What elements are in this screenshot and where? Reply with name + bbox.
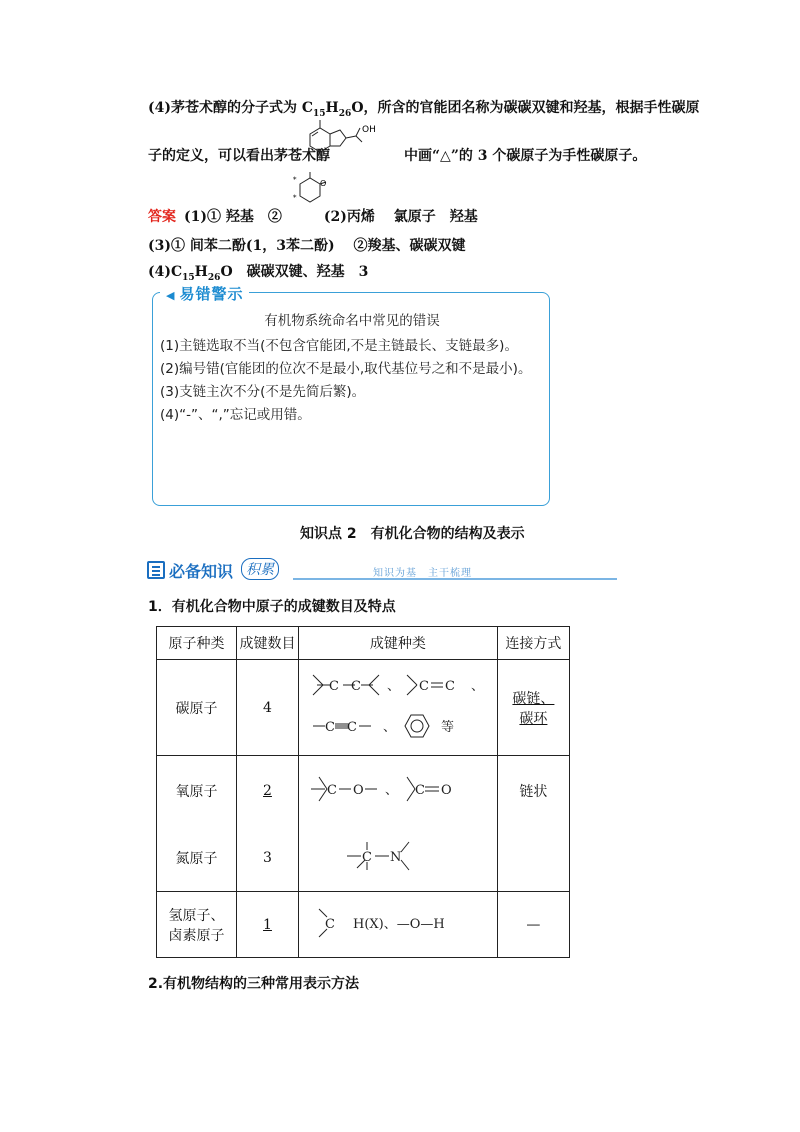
svg-text:C: C (414, 782, 425, 798)
bond-types-cell (299, 892, 498, 958)
oxygen-bonds-diagram (303, 759, 493, 819)
svg-text:N: N (389, 850, 402, 866)
warning-title: 有机物系统命名中常见的错误 (264, 313, 440, 329)
svg-text:OH: OH (362, 125, 376, 135)
table-row (157, 826, 570, 892)
svg-text:*: * (293, 194, 297, 202)
header-cell: 原子种类 (157, 627, 237, 660)
item4-line2: 子的定义，可以看出茅苍术醇 中画“△”的 3 个碳原子为手性碳原子。 (148, 148, 647, 164)
knowledge-banner (147, 560, 477, 582)
svg-text:C: C (346, 719, 357, 735)
item4-line1: (4)茅苍术醇的分子式为 $C_{15}H_{26}O$，所含的官能团名称为碳碳双键和羟基，根据手性碳原 (148, 100, 700, 119)
link-cell: 链状 (497, 756, 569, 826)
svg-text:O: O (352, 782, 364, 798)
cyclohexanone-structure (290, 170, 330, 214)
count-cell: 4 (236, 660, 298, 756)
table-row (157, 660, 570, 756)
svg-text:*: * (293, 176, 297, 184)
carbon-bonds-diagram (303, 663, 493, 749)
table-row (157, 892, 570, 958)
link-cell: — (497, 892, 569, 958)
warning-item: (2)编号错(官能团的位次不是最小,取代基位号之和不是最小)。 (160, 361, 532, 377)
answer-line1: 答案 (1)① 羟基 ② (2)丙烯 氯原子 羟基 (148, 209, 478, 225)
atom-cell: 氢原子、 卤素原子 (157, 892, 237, 958)
count-cell: 3 (236, 826, 298, 892)
answer-line4: $(4)C_{15}H_{26}O$ 碳碳双键、羟基 3 (148, 264, 369, 283)
heading-1: 1．有机化合物中原子的成键数目及特点 (148, 599, 396, 615)
answer-tag: 答案 (148, 209, 176, 225)
svg-text:O: O (320, 179, 327, 188)
link-cell: 碳链、 碳环 (497, 660, 569, 756)
svg-text:、: 、 (386, 678, 400, 694)
warning-item: (3)支链主次不分(不是先简后繁)。 (160, 384, 366, 400)
count-cell: 2 (236, 756, 298, 826)
svg-text:等: 等 (440, 719, 454, 735)
header-cell: 连接方式 (497, 627, 569, 660)
header-cell: 成键数目 (236, 627, 298, 660)
nitrogen-bonds-diagram (303, 828, 493, 884)
svg-text:、: 、 (382, 719, 396, 735)
svg-text:C: C (324, 916, 335, 932)
hydrogen-bonds-diagram (303, 895, 493, 951)
svg-text:C: C (444, 678, 455, 694)
warning-item: (1)主链选取不当(不包含官能团,不是主链最长、支链最多)。 (160, 338, 518, 354)
count-cell: 1 (236, 892, 298, 958)
atom-cell: 碳原子 (157, 660, 237, 756)
table-header-row (157, 627, 570, 660)
bond-types-cell (299, 660, 498, 756)
warning-header: ◀ 易错警示 (160, 283, 249, 304)
svg-text:C: C (326, 782, 337, 798)
arrow-icon: ◀ (166, 289, 176, 302)
book-icon (147, 561, 165, 579)
link-cell (497, 826, 569, 892)
warning-body (160, 310, 544, 427)
svg-text:、: 、 (470, 678, 484, 694)
banner-badge: 积累 (241, 558, 279, 580)
svg-text:C: C (328, 678, 339, 694)
table-row (157, 756, 570, 826)
warning-item: (4)“-”、“,”忘记或用错。 (160, 407, 311, 423)
header-cell: 成键种类 (299, 627, 498, 660)
atom-cell: 氧原子 (157, 756, 237, 826)
atractylodinol-structure (296, 116, 376, 164)
bond-types-cell (299, 826, 498, 892)
svg-text:C: C (350, 678, 361, 694)
svg-text:、: 、 (384, 782, 398, 798)
svg-text:H(X)、—O—H: H(X)、—O—H (352, 916, 445, 932)
banner-sub: 知识为基 主干梳理 (373, 568, 472, 579)
heading-2: 2.有机物结构的三种常用表示方法 (148, 976, 360, 992)
bond-types-cell (299, 756, 498, 826)
answer-line3: (3)① 间苯二酚(1，3苯二酚) ②羧基、碳碳双键 (148, 238, 466, 254)
svg-text:C: C (324, 719, 335, 735)
banner-label: 必备知识 (169, 562, 234, 581)
atom-cell: 氮原子 (157, 826, 237, 892)
svg-text:C: C (361, 850, 372, 866)
svg-text:C: C (418, 678, 429, 694)
svg-text:O: O (440, 782, 452, 798)
section-title: 知识点 2 有机化合物的结构及表示 (300, 526, 525, 542)
bond-table (156, 626, 570, 958)
